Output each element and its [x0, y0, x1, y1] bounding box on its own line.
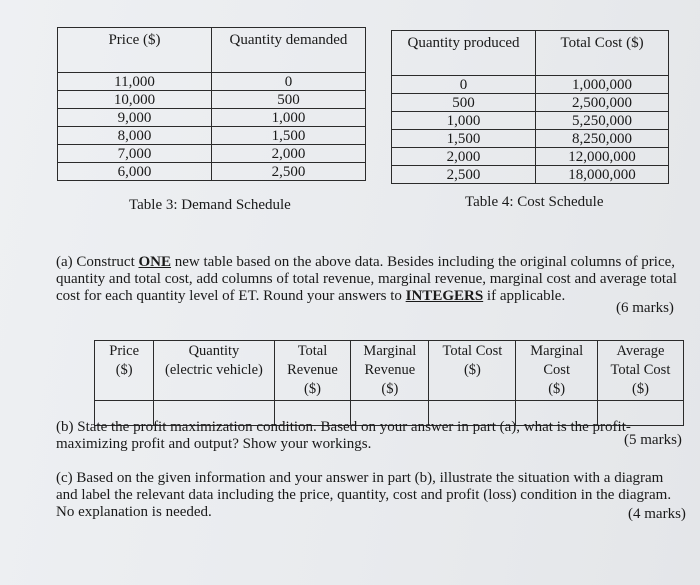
price-cell: 10,000	[58, 91, 212, 109]
table-row	[58, 91, 366, 109]
quantity-demanded-cell: 1,500	[212, 127, 366, 145]
price-cell: 9,000	[58, 109, 212, 127]
table-row	[58, 73, 366, 91]
price-cell: 8,000	[58, 127, 212, 145]
col-quantity-produced-header: Quantity produced	[392, 31, 536, 76]
table-row	[58, 127, 366, 145]
quantity-produced-cell: 2,500	[392, 166, 536, 184]
answer-col-header: Average Total Cost ($)	[597, 341, 683, 401]
quantity-produced-cell: 0	[392, 76, 536, 94]
question-a: (a) Construct ONE new table based on the above data. Besides including the original columns of price, quantity and total cost, add columns of total revenue, marginal revenue, marginal cost and average total cost for each quantity level of ET. Round your answers to INTEGERS if applicable.	[56, 254, 677, 304]
table-row	[392, 130, 669, 148]
cost-schedule-table	[391, 30, 669, 184]
answer-col-header: Marginal Cost ($)	[516, 341, 597, 401]
table-row	[58, 163, 366, 181]
quantity-produced-cell: 2,000	[392, 148, 536, 166]
answer-col-header: Quantity (electric vehicle)	[154, 341, 274, 401]
quantity-demanded-cell: 2,000	[212, 145, 366, 163]
answer-col-header: Total Revenue ($)	[274, 341, 351, 401]
answer-table-template	[94, 340, 684, 426]
question-b-marks: (5 marks)	[624, 432, 682, 448]
price-cell: 6,000	[58, 163, 212, 181]
quantity-produced-cell: 1,000	[392, 112, 536, 130]
demand-schedule-table	[57, 27, 366, 181]
question-a-marks: (6 marks)	[616, 300, 674, 316]
col-price-header: Price ($)	[58, 28, 212, 73]
table-row	[392, 94, 669, 112]
table-row	[392, 112, 669, 130]
answer-col-header: Marginal Revenue ($)	[351, 341, 429, 401]
total-cost-cell: 2,500,000	[536, 94, 669, 112]
question-c: (c) Based on the given information and your answer in part (b), illustrate the situation with a diagram and label the relevant data including the price, quantity, cost and profit (loss) condition in the diagram. No explanation is needed.	[56, 470, 672, 520]
answer-col-header: Price ($)	[95, 341, 154, 401]
question-b: (b) State the profit maximization condition. Based on your answer in part (a), what is the profit-maximizing profit and output? Show your workings.	[56, 419, 631, 452]
quantity-demanded-cell: 500	[212, 91, 366, 109]
total-cost-cell: 1,000,000	[536, 76, 669, 94]
quantity-demanded-cell: 1,000	[212, 109, 366, 127]
table-row	[58, 109, 366, 127]
quantity-produced-cell: 500	[392, 94, 536, 112]
col-quantity-demanded-header: Quantity demanded	[212, 28, 366, 73]
quantity-produced-cell: 1,500	[392, 130, 536, 148]
quantity-demanded-cell: 0	[212, 73, 366, 91]
total-cost-cell: 18,000,000	[536, 166, 669, 184]
answer-col-header: Total Cost ($)	[429, 341, 516, 401]
table3-caption: Table 3: Demand Schedule	[129, 197, 291, 213]
total-cost-cell: 12,000,000	[536, 148, 669, 166]
table-row	[392, 76, 669, 94]
total-cost-cell: 5,250,000	[536, 112, 669, 130]
table-row	[58, 145, 366, 163]
price-cell: 11,000	[58, 73, 212, 91]
table4-caption: Table 4: Cost Schedule	[465, 194, 604, 210]
question-c-marks: (4 marks)	[628, 506, 686, 522]
price-cell: 7,000	[58, 145, 212, 163]
table-row	[392, 166, 669, 184]
quantity-demanded-cell: 2,500	[212, 163, 366, 181]
table-row	[392, 148, 669, 166]
col-total-cost-header: Total Cost ($)	[536, 31, 669, 76]
total-cost-cell: 8,250,000	[536, 130, 669, 148]
